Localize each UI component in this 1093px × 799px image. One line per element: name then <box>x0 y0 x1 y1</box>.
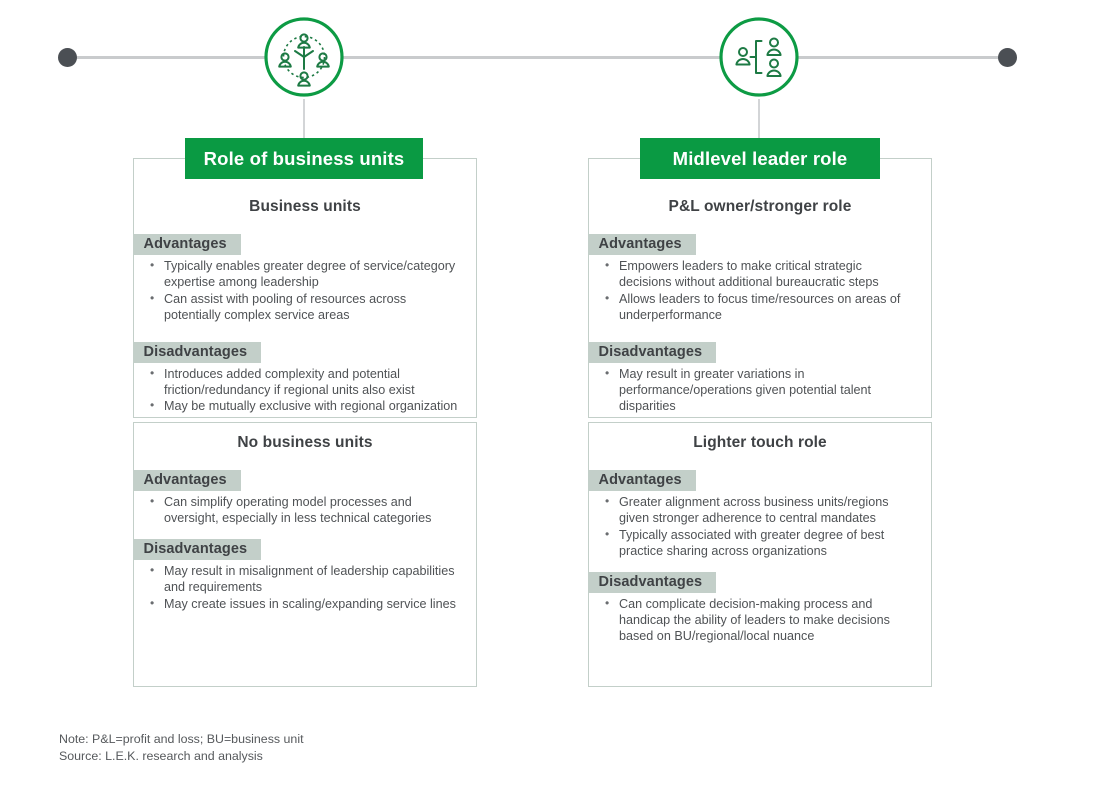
source-line: Source: L.E.K. research and analysis <box>59 749 263 763</box>
advantages-badge: Advantages <box>133 470 241 491</box>
list-item: • Introduces added complexity and potential friction/redundancy if regional units also exist <box>164 366 462 399</box>
panel-title: Business units <box>249 198 361 215</box>
list-item: • May create issues in scaling/expanding service lines <box>164 596 462 612</box>
list-item: • Can assist with pooling of resources across potentially complex service areas <box>164 291 462 324</box>
panel-lighter-touch-role <box>588 422 932 687</box>
column-role-of-business-units <box>133 148 477 687</box>
panel-pl-owner-stronger-role <box>588 158 932 418</box>
footer-notes <box>59 731 304 765</box>
disadvantages-badge: Disadvantages <box>588 572 717 593</box>
list-item: • May be mutually exclusive with regional organization <box>164 398 462 414</box>
advantages-list <box>589 494 931 560</box>
advantages-badge: Advantages <box>588 234 696 255</box>
advantages-badge: Advantages <box>588 470 696 491</box>
disadvantages-list <box>134 366 476 415</box>
panel-title: No business units <box>237 434 373 451</box>
connector-stem-left <box>303 99 305 139</box>
disadvantages-list <box>589 366 931 415</box>
timeline-endpoint-dot-right <box>998 48 1017 67</box>
panel-business-units <box>133 158 477 418</box>
list-item: • Typically associated with greater degree of best practice sharing across organizations <box>619 527 917 560</box>
column-header-right: Midlevel leader role <box>640 138 880 179</box>
connector-stem-right <box>758 99 760 139</box>
network-of-people-icon[interactable] <box>262 15 346 99</box>
disadvantages-list <box>134 563 476 612</box>
advantages-list <box>134 258 476 324</box>
list-item: • Typically enables greater degree of service/category expertise among leadership <box>164 258 462 291</box>
list-item: • Allows leaders to focus time/resources on areas of underperformance <box>619 291 917 324</box>
panel-no-business-units <box>133 422 477 687</box>
timeline-line <box>66 56 1008 59</box>
list-item: • Empowers leaders to make critical strategic decisions without additional bureaucratic steps <box>619 258 917 291</box>
column-header-left: Role of business units <box>185 138 423 179</box>
disadvantages-badge: Disadvantages <box>133 342 262 363</box>
disadvantages-badge: Disadvantages <box>133 539 262 560</box>
list-item: • Greater alignment across business units/regions given stronger adherence to central mandates <box>619 494 917 527</box>
disadvantages-list <box>589 596 931 645</box>
panel-title: P&L owner/stronger role <box>668 198 852 215</box>
list-item: • May result in misalignment of leadership capabilities and requirements <box>164 563 462 596</box>
list-item: • May result in greater variations in performance/operations given potential talent disparities <box>619 366 917 415</box>
timeline-track <box>0 0 1093 120</box>
list-item: • Can simplify operating model processes and oversight, especially in less technical categories <box>164 494 462 527</box>
org-hierarchy-people-icon[interactable] <box>717 15 801 99</box>
note-line: Note: P&L=profit and loss; BU=business unit <box>59 732 304 746</box>
column-midlevel-leader-role <box>588 148 932 687</box>
advantages-list <box>134 494 476 527</box>
panel-title: Lighter touch role <box>693 434 827 451</box>
disadvantages-badge: Disadvantages <box>588 342 717 363</box>
advantages-list <box>589 258 931 324</box>
list-item: • Can complicate decision-making process and handicap the ability of leaders to make decisions based on BU/regional/local nuance <box>619 596 917 645</box>
advantages-badge: Advantages <box>133 234 241 255</box>
timeline-endpoint-dot-left <box>58 48 77 67</box>
